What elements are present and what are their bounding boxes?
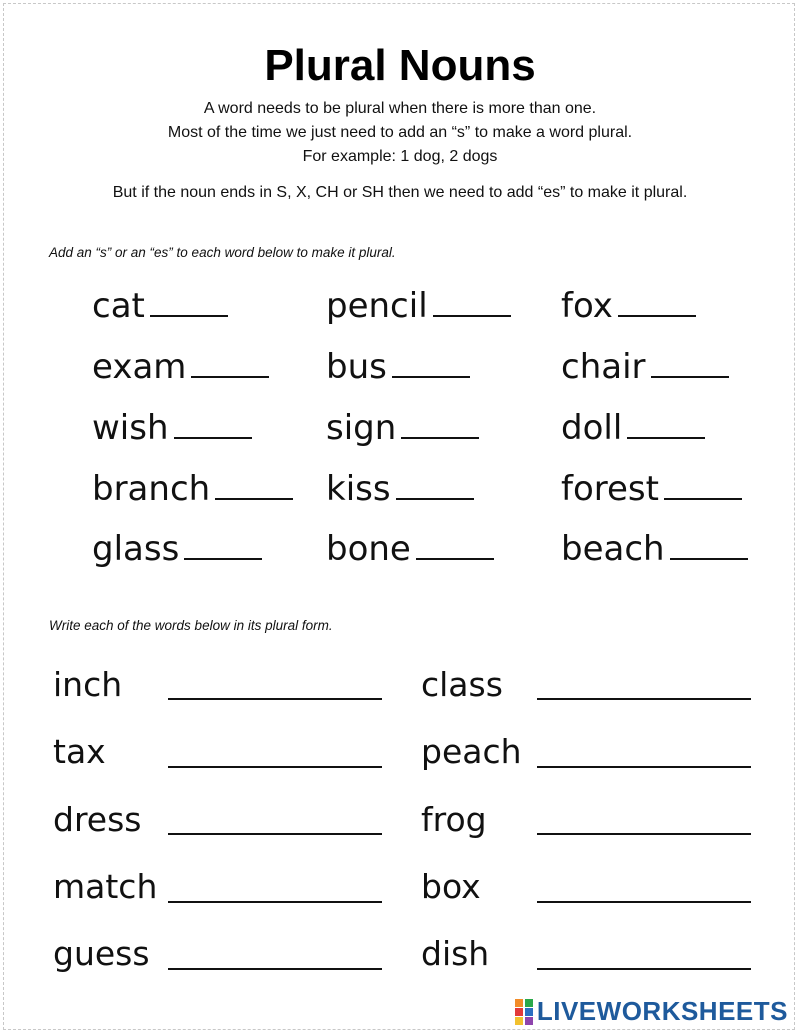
answer-blank[interactable]	[433, 289, 511, 317]
word-item	[326, 286, 511, 326]
word-item	[326, 529, 494, 569]
answer-blank[interactable]	[191, 350, 269, 378]
word-text: match	[53, 867, 158, 906]
word-item	[326, 469, 474, 509]
answer-blank[interactable]	[184, 532, 262, 560]
word-text: dress	[53, 800, 142, 839]
word-text: glass	[92, 529, 180, 569]
word-text: peach	[421, 732, 522, 771]
word-item	[561, 347, 729, 387]
word-text: tax	[53, 732, 106, 771]
word-item	[561, 408, 705, 448]
word-item	[326, 347, 470, 387]
word-text: inch	[53, 665, 123, 704]
page-title: Plural Nouns	[264, 41, 536, 90]
answer-line[interactable]	[168, 968, 382, 970]
word-text: branch	[92, 469, 211, 509]
word-text: bus	[326, 347, 387, 387]
word-text: cat	[92, 286, 145, 326]
answer-line[interactable]	[168, 766, 382, 768]
watermark-text: LIVEWORKSHEETS	[536, 996, 788, 1026]
answer-blank[interactable]	[627, 411, 705, 439]
word-text: frog	[421, 800, 487, 839]
word-text: sign	[326, 408, 397, 448]
word-item	[92, 286, 228, 326]
word-text: beach	[561, 529, 665, 569]
answer-blank[interactable]	[651, 350, 729, 378]
word-text: bone	[326, 529, 411, 569]
answer-line[interactable]	[537, 833, 751, 835]
word-text: exam	[92, 347, 187, 387]
word-text: doll	[561, 408, 623, 448]
word-item	[561, 286, 696, 326]
word-text: guess	[53, 934, 150, 973]
answer-blank[interactable]	[392, 350, 470, 378]
answer-line[interactable]	[537, 901, 751, 903]
answer-blank[interactable]	[664, 472, 742, 500]
answer-line[interactable]	[168, 901, 382, 903]
word-text: box	[421, 867, 481, 906]
word-text: fox	[561, 286, 613, 326]
answer-blank[interactable]	[670, 532, 748, 560]
intro-line-4: But if the noun ends in S, X, CH or SH then we need to add “es” to make it plural.	[112, 184, 688, 201]
section1-instruction: Add an “s” or an “es” to each word below to make it plural.	[49, 245, 396, 260]
liveworksheets-watermark	[515, 996, 788, 1027]
word-item	[92, 529, 262, 569]
answer-blank[interactable]	[215, 472, 293, 500]
word-text: kiss	[326, 469, 391, 509]
answer-line[interactable]	[537, 698, 751, 700]
answer-line[interactable]	[537, 968, 751, 970]
answer-blank[interactable]	[416, 532, 494, 560]
intro-line-3: For example: 1 dog, 2 dogs	[302, 148, 498, 165]
answer-line[interactable]	[168, 698, 382, 700]
word-item	[92, 408, 252, 448]
word-item	[561, 529, 748, 569]
answer-blank[interactable]	[150, 289, 228, 317]
word-text: wish	[92, 408, 169, 448]
answer-line[interactable]	[168, 833, 382, 835]
answer-line[interactable]	[537, 766, 751, 768]
word-item	[326, 408, 479, 448]
word-item	[92, 469, 293, 509]
word-text: chair	[561, 347, 646, 387]
word-text: class	[421, 665, 503, 704]
answer-blank[interactable]	[174, 411, 252, 439]
answer-blank[interactable]	[618, 289, 696, 317]
word-item	[92, 347, 269, 387]
word-text: dish	[421, 934, 490, 973]
word-item	[561, 469, 742, 509]
answer-blank[interactable]	[396, 472, 474, 500]
liveworksheets-logo-icon	[515, 999, 533, 1025]
intro-line-2: Most of the time we just need to add an “s” to make a word plural.	[167, 124, 633, 141]
answer-blank[interactable]	[401, 411, 479, 439]
word-text: pencil	[326, 286, 428, 326]
word-text: forest	[561, 469, 659, 509]
intro-line-1: A word needs to be plural when there is more than one.	[203, 100, 597, 117]
section2-instruction: Write each of the words below in its plural form.	[49, 618, 333, 633]
